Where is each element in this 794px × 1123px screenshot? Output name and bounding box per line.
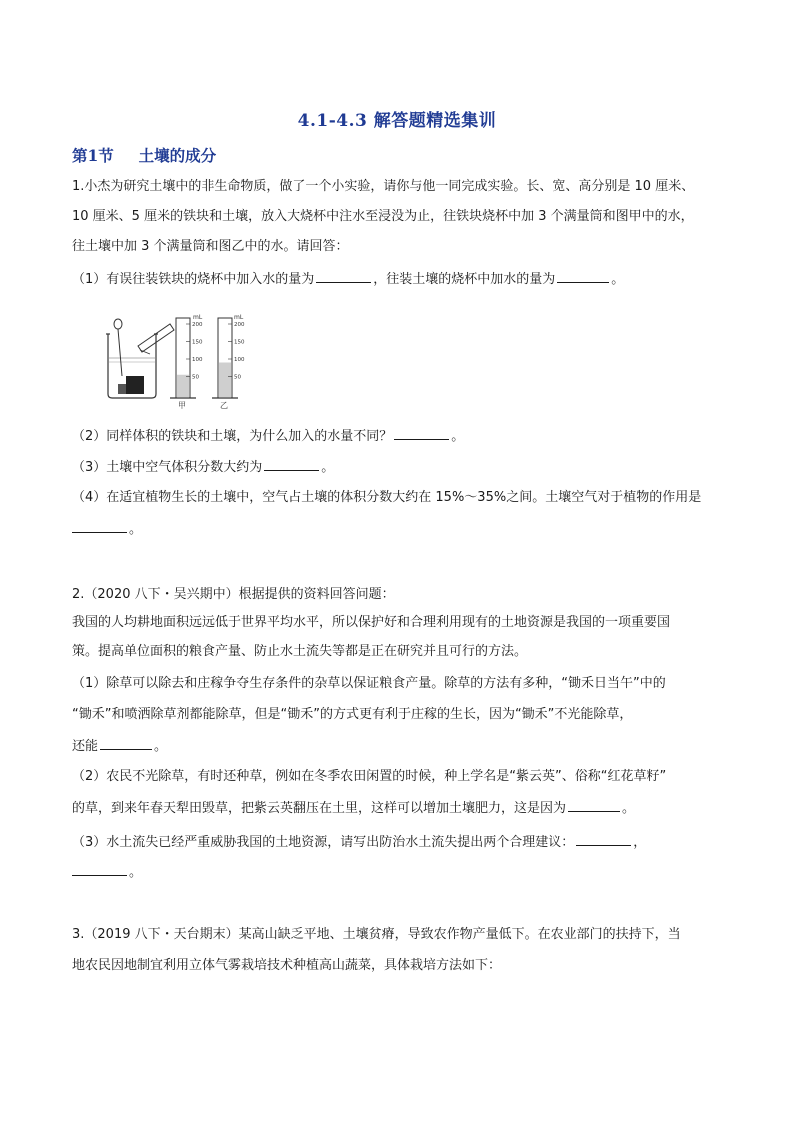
q2-part-1-line-2: “锄禾”和喷洒除草剂都能除草，但是“锄禾”的方式更有利于庄稼的生长，因为“锄禾”不光能除草， [72, 707, 633, 722]
answer-blank[interactable] [568, 798, 620, 812]
scale-label-jia: 50 [192, 374, 199, 381]
answer-blank[interactable] [72, 519, 127, 533]
q2-part-2-line-1: （2）农民不光除草，有时还种草，例如在冬季农田闲置的时候，种上学名是“紫云英”、俗称“红花草籽” [72, 769, 667, 784]
q2-part-3-line-2 [72, 862, 142, 883]
q2-material-line-2: 策。提高单位面积的粮食产量、防止水土流失等都是正在研究并且可行的方法。 [72, 644, 528, 659]
q1-part-1 [72, 269, 624, 290]
q1-stem-line-1: 1.小杰为研究土壤中的非生命物质，做了一个小实验，请你与他一同完成实验。长、宽、高分别是 10 厘米、 [72, 179, 695, 194]
q1-part-4-line-1: （4）在适宜植物生长的土壤中，空气占土壤的体积分数大约在 15%～35%之间。土壤空气对于植物的作用是 [72, 490, 702, 505]
q1-part-2-text-b: 。 [451, 429, 465, 444]
q1-stem-line-2: 10 厘米、5 厘米的铁块和土壤，放入大烧杯中注水至浸没为止，往铁块烧杯中加 3 个满量筒和图甲中的水， [72, 209, 694, 224]
scale-label-yi: 100 [234, 357, 245, 363]
q2-part-2-text-b: 的草，到来年春天犁田毁草，把紫云英翻压在土里，这样可以增加土壤肥力，这是因为 [72, 801, 567, 816]
scale-label-jia: 200 [192, 322, 203, 328]
answer-blank[interactable] [316, 269, 371, 283]
q2-stem-line-1: 2.（2020 八下・吴兴期中）根据提供的资料回答问题： [72, 587, 395, 602]
q1-part-1-text-b: ，往装土壤的烧杯中加水的量为 [373, 272, 556, 287]
q1-part-3-text-a: （3）土壤中空气体积分数大约为 [72, 460, 263, 475]
unit-label-jia: mL [193, 314, 203, 321]
scale-label-yi: 50 [234, 374, 241, 381]
scale-label-yi: 200 [234, 322, 245, 328]
q2-part-2-text-c: 。 [622, 801, 636, 816]
q1-part-3-text-b: 。 [321, 460, 335, 475]
q3-stem-line-1: 3.（2019 八下・天台期末）某高山缺乏平地、土壤贫瘠，导致农作物产量低下。在农业部门的扶持下，当 [72, 927, 681, 942]
q2-part-3-line-1 [72, 832, 646, 853]
q1-part-4-line-2 [72, 519, 142, 540]
experiment-figure [104, 310, 254, 410]
scale-label-jia: 150 [192, 339, 203, 346]
section-number: 第1节 [72, 146, 114, 165]
label-jia: 甲 [178, 401, 186, 410]
page-title: 4.1-4.3 解答题精选集训 [297, 111, 497, 131]
q1-part-2-text-a: （2）同样体积的铁块和土壤，为什么加入的水量不同？ [72, 429, 393, 444]
q2-part-2-line-2 [72, 798, 635, 819]
answer-blank[interactable] [576, 832, 631, 846]
section-heading [72, 144, 216, 166]
q2-part-1-text-c: 还能 [72, 739, 99, 754]
answer-blank[interactable] [100, 736, 152, 750]
scale-label-yi: 150 [234, 339, 245, 346]
q2-part-1-line-1: （1）除草可以除去和庄稼争夺生存条件的杂草以保证粮食产量。除草的方法有多种，“锄禾日当午”中的 [72, 676, 666, 691]
q1-part-1-text-a: （1）有误往装铁块的烧杯中加入水的量为 [72, 272, 315, 287]
beaker [106, 334, 158, 398]
q2-part-3-text-c: 。 [129, 865, 143, 880]
q2-part-3-text-b: ， [633, 835, 647, 850]
q2-part-1-line-3 [72, 736, 167, 757]
q1-part-2 [72, 426, 464, 447]
q2-material-line-1: 我国的人均耕地面积远远低于世界平均水平，所以保护好和合理利用现有的土地资源是我国的一项重要国 [72, 615, 671, 630]
iron-block [126, 376, 144, 394]
answer-blank[interactable] [264, 457, 319, 471]
section-name: 土壤的成分 [138, 146, 217, 165]
q1-stem-line-3: 往土壤中加 3 个满量筒和图乙中的水。请回答： [72, 239, 349, 254]
q3-stem-line-2: 地农民因地制宜利用立体气雾栽培技术种植高山蔬菜，具体栽培方法如下： [72, 958, 502, 973]
q1-part-3 [72, 457, 334, 478]
scale-label-jia: 100 [192, 357, 203, 363]
answer-blank[interactable] [72, 862, 127, 876]
q1-part-4-text-b: 。 [129, 522, 143, 537]
q2-part-3-text-a: （3）水土流失已经严重威胁我国的土地资源，请写出防治水土流失提出两个合理建议： [72, 835, 575, 850]
q2-part-1-text-d: 。 [154, 739, 168, 754]
spoon [114, 319, 122, 376]
q1-part-1-text-c: 。 [611, 272, 625, 287]
answer-blank[interactable] [394, 426, 449, 440]
unit-label-yi: mL [234, 314, 244, 321]
answer-blank[interactable] [557, 269, 609, 283]
label-yi: 乙 [220, 401, 228, 410]
